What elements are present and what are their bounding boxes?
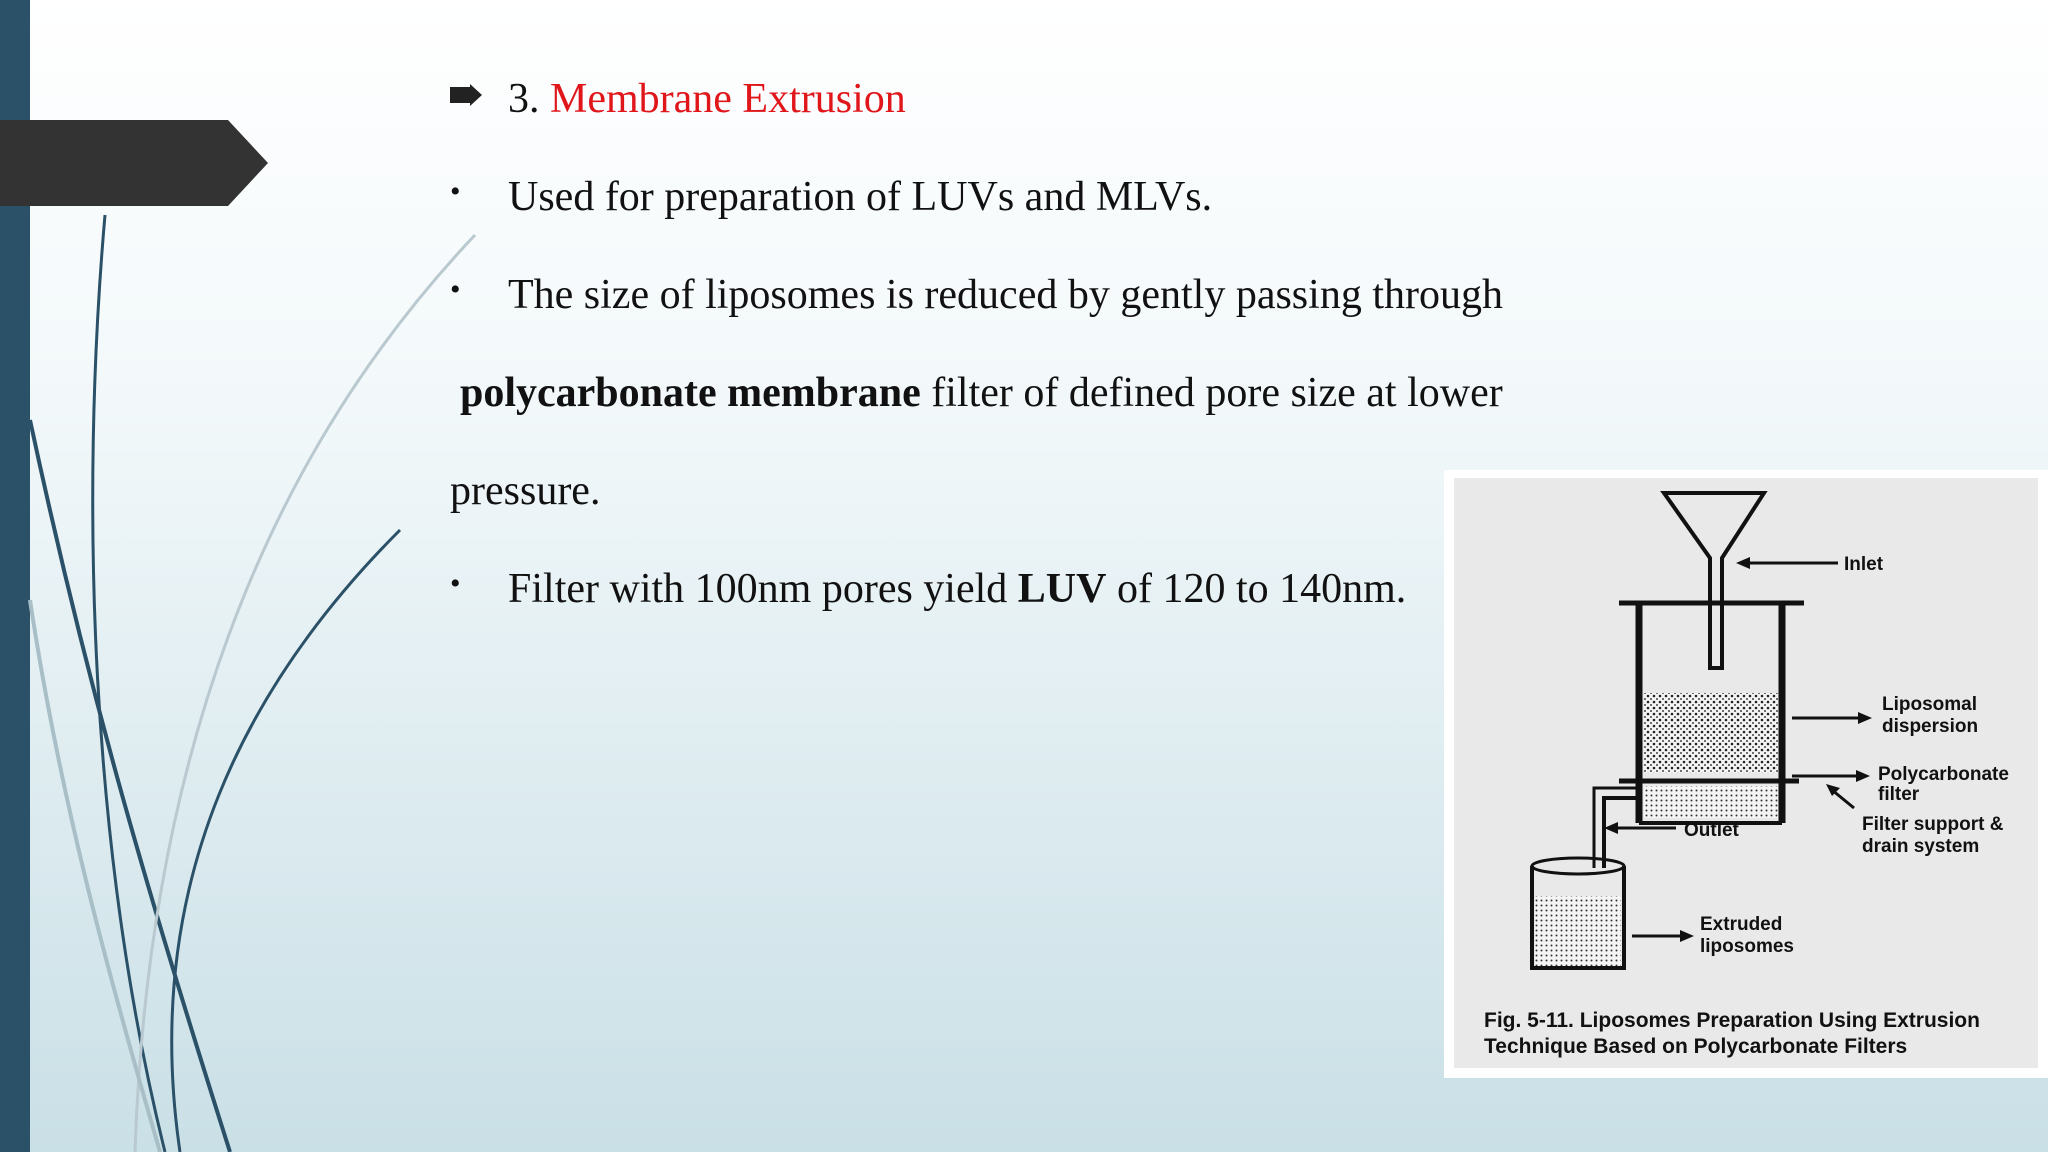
caption-line2: Technique Based on Polycarbonate Filters bbox=[1484, 1035, 1908, 1058]
bullet-text-3-pre: Filter with 100nm pores yield bbox=[508, 566, 1018, 612]
label-drain-system: drain system bbox=[1862, 836, 1980, 857]
label-filter-support: Filter support & bbox=[1862, 814, 2004, 835]
extrusion-figure bbox=[1444, 470, 2048, 1078]
bullet-text-1: Used for preparation of LUVs and MLVs. bbox=[508, 174, 1213, 220]
heading-title: Membrane Extrusion bbox=[550, 76, 906, 122]
bullet-text-2-line2 bbox=[460, 372, 1503, 414]
label-dispersion: dispersion bbox=[1882, 716, 1979, 737]
bullet-text-3 bbox=[508, 568, 1406, 610]
bullet-dot-icon: • bbox=[450, 175, 461, 208]
figure-image bbox=[1454, 478, 2038, 1068]
label-extruded: Extruded bbox=[1700, 914, 1783, 935]
label-liposomes: liposomes bbox=[1700, 936, 1794, 957]
bullet-dot-icon: • bbox=[450, 567, 461, 600]
label-polycarbonate: Polycarbonate bbox=[1878, 764, 2009, 785]
arrow-bullet-icon bbox=[450, 84, 482, 106]
label-liposomal: Liposomal bbox=[1882, 694, 1978, 715]
bold-term: LUV bbox=[1017, 566, 1107, 612]
bullet-text-2-rest: filter of defined pore size at lower bbox=[920, 370, 1503, 416]
bold-term: polycarbonate membrane bbox=[460, 370, 921, 416]
label-inlet: Inlet bbox=[1844, 554, 1884, 575]
slide-heading bbox=[508, 78, 906, 120]
label-outlet: Outlet bbox=[1684, 820, 1739, 841]
figure-caption bbox=[1484, 1008, 2024, 1060]
bullet-text-3-post: of 120 to 140nm. bbox=[1106, 566, 1407, 612]
bullet-text-2-line1: The size of liposomes is reduced by gently passing through bbox=[508, 272, 1503, 318]
heading-number: 3. bbox=[508, 76, 540, 122]
title-tab-shape bbox=[0, 120, 270, 206]
extrusion-diagram bbox=[1454, 478, 2038, 998]
bullet-text-2-line3: pressure. bbox=[450, 468, 601, 514]
label-filter: filter bbox=[1878, 784, 1920, 805]
caption-figure-number: Fig. 5-11. bbox=[1484, 1009, 1574, 1032]
caption-title: Liposomes Preparation Using Extrusion bbox=[1573, 1009, 1980, 1032]
bullet-dot-icon: • bbox=[450, 273, 461, 306]
